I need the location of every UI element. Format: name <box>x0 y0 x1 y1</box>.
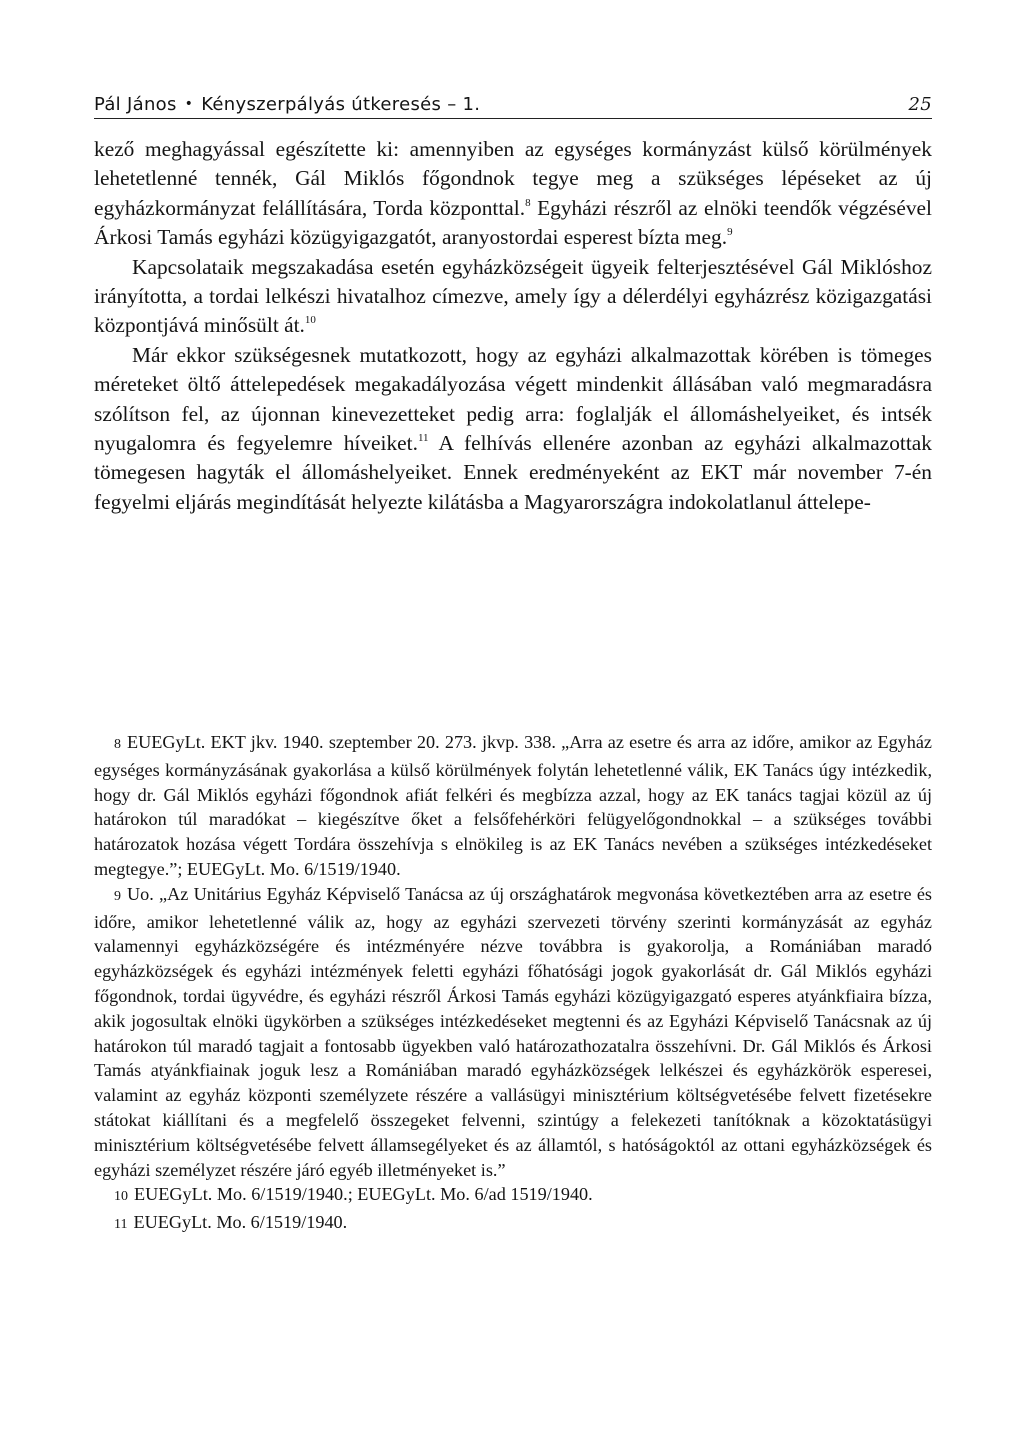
paragraph-3-text-a: Már ekkor szükségesnek mutatkozott, hogy az egyházi alkalmazottak körében is tömeges méreteket öltő áttelepedések megakadályozása végett mindenkit állásában való megmaradásra szólítson fel, az újonnan kinevezetteket pedig arra: foglalják el állomáshelyeiket, és intsék nyugalomra és fegyelemre híveiket. <box>94 342 932 456</box>
footnote-text: EUEGyLt. EKT jkv. 1940. szeptember 20. 273. jkvp. 338. „Arra az esetre és arra az időre, amikor az Egyház egységes kormányzásának gyakorlása a külső körülmények folytán lehetetlenné válik, EK Tanács úgy intézkedik, hogy dr. Gál Miklós egyházi főgondnok afiát felkéri és megbízza azzal, hogy az EK tanács tagjai közül az új határokon túl maradókat – kiegészítve őket a felsőfehérköri felügyelőgondnokkal – a szükséges további határozatok hozása végett Tordára összehívja s elnökileg is az EK Tanács nevében a szükséges intézkedéseket megtegye.”; EUEGyLt. Mo. 6/1519/1940. <box>94 732 932 879</box>
footnote-10 <box>94 1182 932 1210</box>
paragraph-1 <box>94 135 932 253</box>
footnote-ref-10[interactable]: 10 <box>304 314 316 327</box>
paragraph-2 <box>94 253 932 341</box>
footnote-9 <box>94 882 932 1183</box>
header-title: Kényszerpályás útkeresés – 1. <box>201 94 481 115</box>
paragraph-1-text-b: Egyházi részről az elnöki teendők végzésével Árkosi Tamás egyházi közügyigazgatót, aranyostordai esperest bízta meg. <box>94 195 932 250</box>
paragraph-3-text-b: A felhívás ellenére azonban az egyházi alkalmazottak tömegesen hagyták el állomáshelyeiket. Ennek eredményeként az EKT már november 7-én fegyelmi eljárás megindítását helyezte kilátásba a Magyarországra indokolatlanul áttelepe- <box>94 431 932 514</box>
footnote-number: 9 <box>114 888 121 904</box>
footnote-8 <box>94 730 932 882</box>
paragraph-2-text: Kapcsolataik megszakadása esetén egyházközségeit ügyeik felterjesztésével Gál Miklóshoz irányította, a tordai lelkészi hivatalhoz címezve, amely így a délerdélyi egyházrész közigazgatási központjává minősült át. <box>94 254 932 338</box>
footnote-ref-11[interactable]: 11 <box>417 432 429 445</box>
paragraph-3 <box>94 341 932 517</box>
footnote-number: 11 <box>114 1217 128 1233</box>
footnote-number: 10 <box>114 1189 128 1205</box>
footnote-number: 8 <box>114 737 121 752</box>
main-text <box>94 135 932 517</box>
running-header <box>94 78 932 119</box>
document-page <box>94 78 932 1233</box>
paragraph-1-text-a: kező meghagyással egészítette ki: amennyiben az egységes kormányzást külső körülmények lehetetlenné tennék, Gál Miklós főgondnok tegye meg a szükséges lépéseket az új egyházkormányzat felállítására, Torda központtal. <box>94 137 932 220</box>
footnote-11 <box>94 1210 932 1238</box>
footnote-text: EUEGyLt. Mo. 6/1519/1940.; EUEGyLt. Mo. 6/ad 1519/1940. <box>134 1184 593 1205</box>
footnote-text: Uo. „Az Unitárius Egyház Képviselő Tanácsa az új országhatárok megvonása következtében arra az esetre és időre, amikor lehetetlenné válik az, hogy az egyházi szervezeti törvény szerinti kormányzását az egyház valamennyi egyházközségére és intézményére nézve továbbra is gyakorolja, a Romániában maradó egyházközségek és egyházi intézmények feletti egyházi főhatósági jogok gyakorlását dr. Gál Miklós egyházi főgondnok, tordai ügyvédre, és egyházi részről Árkosi Tamás egyházi közügyigazgató esperes atyánkfiaira bízza, akik jogosultak elnöki ügykörben a szükséges intézkedéseket megtenni és az Egyházi Képviselő Tanácsnak az új határokon túl maradó tagjait a fontosabb ügyekben való határozathozatalra összehívni. Dr. Gál Miklós és Árkosi Tamás atyánkfiainak joguk lesz a Romániában maradó egyházközségek lelkészei és egyházkörök esperesei, valamint az egyház központi személyzete részére a vallásügyi minisztérium költségvetésébe felvett fizetésekre státokat kiállítani és a megfelelő összegeket felvenni, szintúgy a felekezeti tanítóknak a közoktatásügyi minisztérium költségvetésébe felvett államsegélyeket és az államtól, s hatóságoktól az ottani egyházközségek és egyházi személyzet részére járó egyéb illetményeket is.” <box>94 883 932 1180</box>
footnote-text: EUEGyLt. Mo. 6/1519/1940. <box>133 1212 348 1233</box>
header-author: Pál János <box>94 94 177 115</box>
page-number: 25 <box>908 94 932 115</box>
header-left <box>94 94 480 115</box>
footnote-ref-8[interactable]: 8 <box>525 196 531 209</box>
footnotes <box>94 730 932 1238</box>
footnote-ref-9[interactable]: 9 <box>727 226 733 239</box>
header-bullet: • <box>184 96 194 112</box>
